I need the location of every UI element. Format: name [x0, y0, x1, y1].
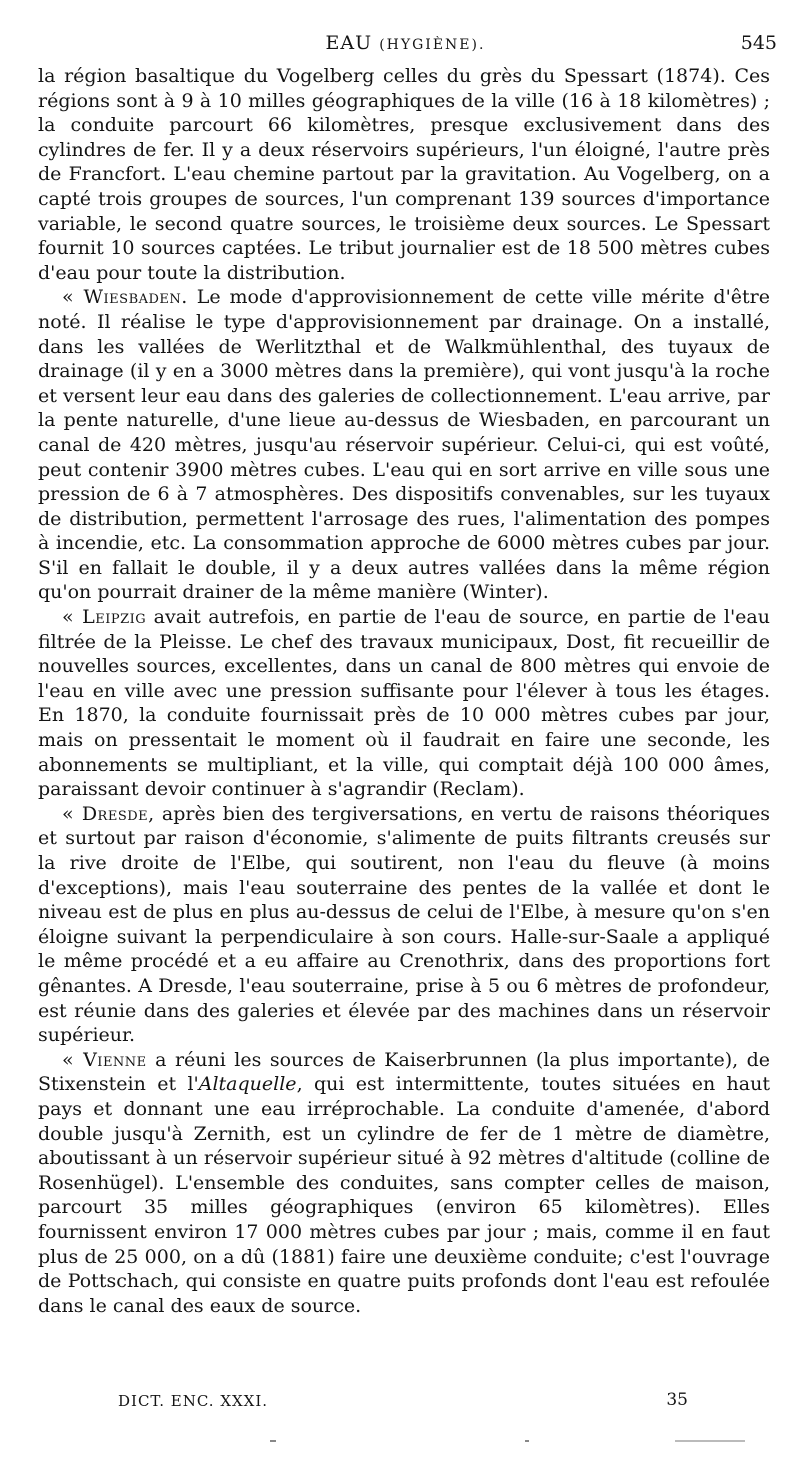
- paragraph-frankfurt: [38, 64, 770, 285]
- sheet-number: 35: [666, 1390, 688, 1410]
- running-title-main: EAU: [325, 32, 373, 54]
- paragraph-text: après bien des tergiversations, en vertu de raisons théoriques et surtout par raison d'économie, s'alimente de puits filtrants creusés sur la rive droite de l'Elbe, qui soutirent, non l'eau du fleuve (à moins d'exceptions), mais l'eau souterraine des pentes de la vallée et dont le niveau est de plus en plus au-dessus de celui de l'Elbe, à mesure qu'on s'en éloigne suivant la perpendiculaire à son cours. Halle-sur-Saale a appliqué le même procédé et a eu affaire au Crenothrix, dans des proportions fort gênantes. A Dresde, l'eau souterraine, prise à 5 ou 6 mètres de profondeur, est réunie dans des galeries et élevée par des machines dans un réservoir supérieur.: [38, 802, 770, 1047]
- paragraph-wiesbaden: [38, 285, 770, 605]
- paragraph-lead: « Dresde,: [62, 802, 155, 825]
- running-title-sub: (HYGIÈNE).: [379, 37, 486, 53]
- paragraph-italic: Altaquelle: [198, 1073, 297, 1096]
- paragraph-leipzig: [38, 605, 770, 802]
- scan-speck: [525, 1440, 529, 1442]
- scan-speck: [270, 1440, 276, 1442]
- paragraph-dresde: [38, 802, 770, 1048]
- page-footer: [118, 1388, 688, 1414]
- paragraph-text: a réuni les sources de Kaiserbrunnen (la plus importante), de Stixenstein et l': [38, 1048, 771, 1096]
- scan-speck: [675, 1440, 745, 1442]
- page-number: 545: [740, 32, 777, 54]
- paragraph-lead: « Wiesbaden.: [62, 286, 188, 309]
- paragraph-text: la région basaltique du Vogelberg celles du grès du Spessart (1874). Ces régions sont à 9 à 10 milles géographiques de la ville (16 à 18 kilomètres) ; la conduite parcourt 66 kilomètres, presque exclusivement dans des cylindres de fer. Il y a deux réservoirs supérieurs, l'un éloigné, l'autre près de Francfort. L'eau chemine partout par la gravitation. Au Vogelberg, on a capté trois groupes de sources, l'un comprenant 139 sources d'importance variable, le second quatre sources, le troisième deux sources. Le Spessart fournit 10 sources captées. Le tribut journalier est de 18 500 mètres cubes d'eau pour toute la distribution.: [38, 65, 770, 284]
- running-header: [38, 32, 777, 60]
- running-title: [38, 32, 773, 54]
- printer-signature: DICT. ENC. XXXI.: [118, 1392, 269, 1410]
- scan-marks: [260, 1440, 740, 1446]
- paragraph-text: , qui est intermittente, toutes situées en haut pays et donnant une eau irréprochable. La conduite d'amenée, d'abord double jusqu'à Zernith, est un cylindre de fer de 1 mètre de diamètre, aboutissant à un réservoir supérieur situé à 92 mètres d'altitude (colline de Rosenhügel). L'ensemble des conduites, sans compter celles de maison, parcourt 35 milles géographiques (environ 65 kilomètres). Elles fournissent environ 17 000 mètres cubes par jour ; mais, comme il en faut plus de 25 000, on a dû (1881) faire une deuxième conduite; c'est l'ouvrage de Pottschach, qui consiste en quatre puits profonds dont l'eau est refoulée dans le canal des eaux de source.: [38, 1073, 770, 1317]
- paragraph-vienne: [38, 1048, 770, 1319]
- body-text: [38, 64, 770, 1318]
- paragraph-text: Le mode d'approvisionnement de cette ville mérite d'être noté. Il réalise le type d'approvisionnement par drainage. On a installé, dans les vallées de Werlitzthal et de Walkmühlenthal, des tuyaux de drainage (il y en a 3000 mètres dans la première), qui vont jusqu'à la roche et versent leur eau dans des galeries de collectionnement. L'eau arrive, par la pente naturelle, d'une lieue au-dessus de Wiesbaden, en parcourant un canal de 420 mètres, jusqu'au réservoir supérieur. Celui-ci, qui est voûté, peut contenir 3900 mètres cubes. L'eau qui en sort arrive en ville sous une pression de 6 à 7 atmosphères. Des dispositifs convenables, sur les tuyaux de distribution, permettent l'arrosage des rues, l'alimentation des pompes à incendie, etc. La consommation approche de 6000 mètres cubes par jour. S'il en fallait le double, il y a deux autres vallées dans la même région qu'on pourrait drainer de la même manière (Winter).: [38, 286, 770, 604]
- paragraph-text: avait autrefois, en partie de l'eau de source, en partie de l'eau filtrée de la Pleisse. Le chef des travaux municipaux, Dost, fit recueillir de nouvelles sources, excellentes, dans un canal de 800 mètres qui envoie de l'eau en ville avec une pression suffisante pour l'élever à tous les étages. En 1870, la conduite fournissait près de 10 000 mètres cubes par jour, mais on pressentait le moment où il faudrait en faire une seconde, les abonnements se multipliant, et la ville, qui comptait déjà 100 000 âmes, paraissant devoir continuer à s'agrandir (Reclam).: [38, 606, 770, 801]
- paragraph-lead: « Leipzig: [62, 606, 147, 629]
- paragraph-lead: « Vienne: [62, 1048, 147, 1071]
